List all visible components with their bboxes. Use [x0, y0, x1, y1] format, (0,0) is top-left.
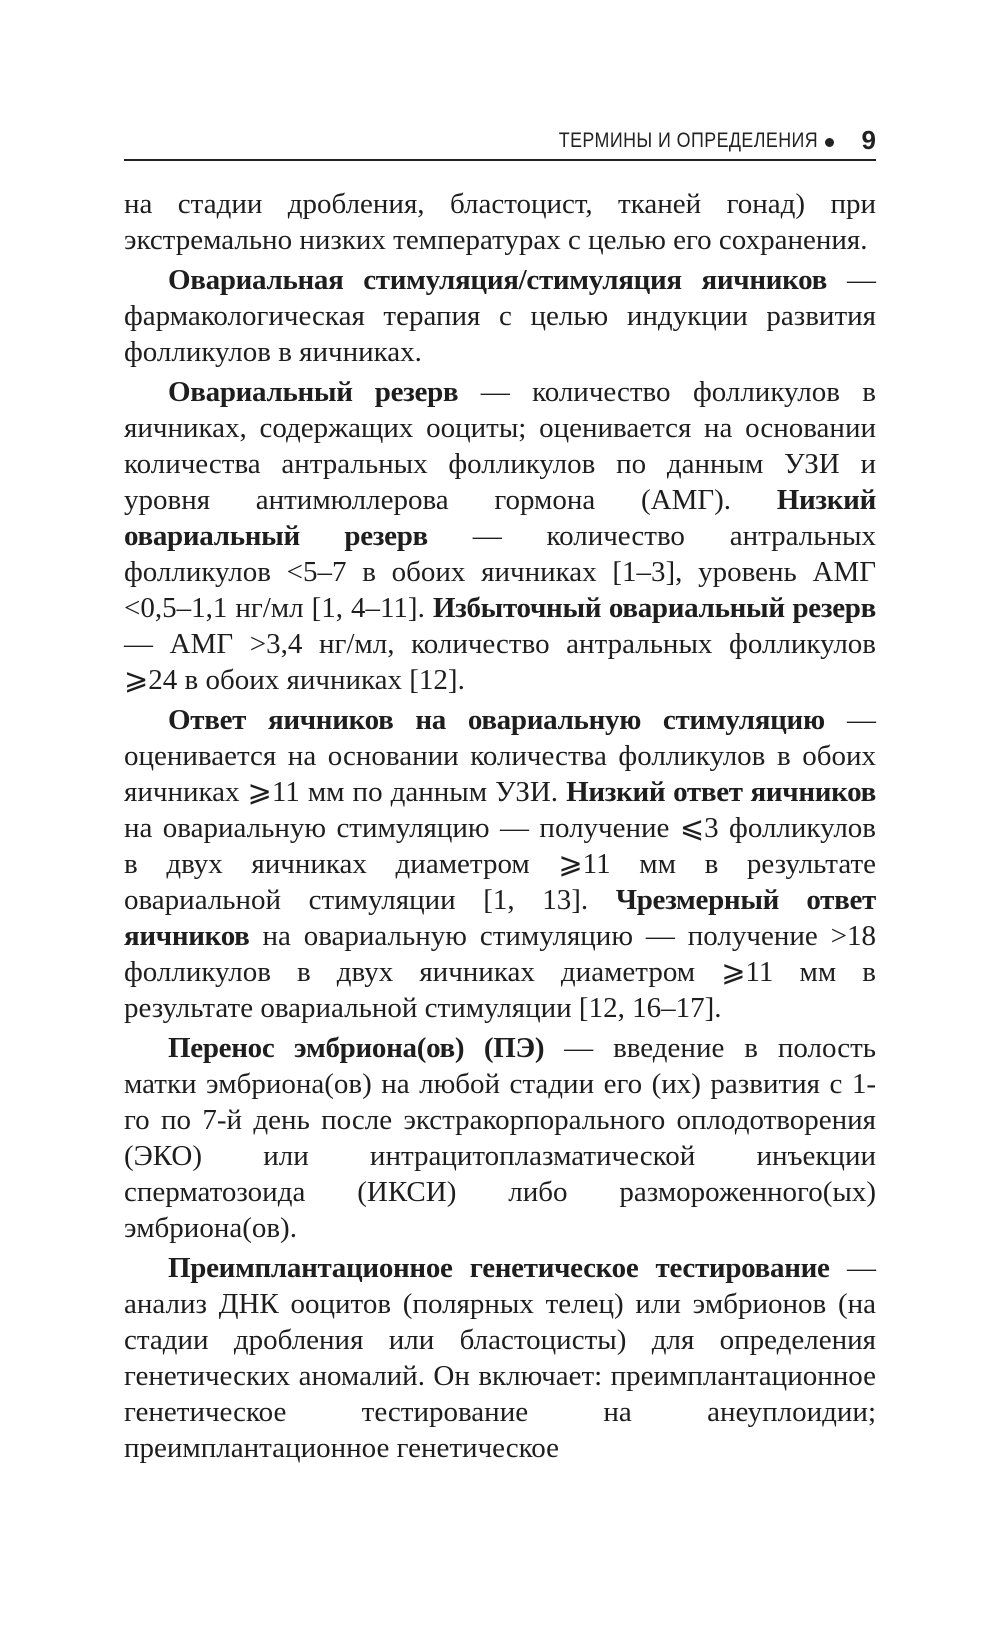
text-run: на овариальную стимуляцию — получение >18 фолликулов в двух яичниках диаметром ⩾11 мм в результате овариальной стимуляции [12, 16–17].: [124, 920, 876, 1024]
paragraph: [124, 1250, 876, 1466]
term-heading: Избыточный овариальный резерв: [432, 592, 876, 624]
term-heading: Перенос эмбриона(ов) (ПЭ): [168, 1032, 545, 1064]
paragraph: [124, 262, 876, 370]
paragraph: [124, 1030, 876, 1246]
body-text: [124, 186, 876, 1466]
text-run: — оценивается на основании количества фолликулов в обоих яичниках ⩾11 мм по данным УЗИ.: [124, 704, 876, 808]
header-title: ТЕРМИНЫ И ОПРЕДЕЛЕНИЯ: [558, 129, 818, 152]
term-heading: Низкий овариальный резерв: [124, 484, 876, 552]
bullet-dot-icon: [825, 138, 834, 147]
page-number: 9: [861, 125, 876, 155]
text-run: — количество фолликулов в яичниках, содержащих ооциты; оценивается на основании количества антральных фолликулов по данным УЗИ и уровня антимюллерова гормона (АМГ).: [124, 376, 876, 516]
text-run: на стадии дробления, бластоцист, тканей гонад) при экстремально низких температурах с целью его сохранения.: [124, 188, 876, 256]
text-run: — фармакологическая терапия с целью индукции развития фолликулов в яичниках.: [124, 264, 876, 368]
term-heading: Низкий ответ яичников: [566, 776, 877, 808]
paragraph: [124, 186, 876, 258]
text-run: — количество антральных фолликулов <5–7 в обоих яичниках [1–3], уровень АМГ <0,5–1,1 нг/мл [1, 4–11].: [124, 520, 876, 624]
paragraph: [124, 702, 876, 1026]
text-run: — АМГ >3,4 нг/мл, количество антральных фолликулов ⩾24 в обоих яичниках [12].: [124, 628, 876, 696]
text-run: — введение в полость матки эмбриона(ов) на любой стадии его (их) развития с 1-го по 7-й день после экстракорпорального оплодотворения (ЭКО) или интрацитоплазматической инъекции сперматозоида (ИКСИ) либо размороженного(ых) эмбриона(ов).: [124, 1032, 876, 1244]
paragraph: [124, 374, 876, 698]
text-run: — анализ ДНК ооцитов (полярных телец) или эмбрионов (на стадии дробления или бластоцисты) для определения генетических аномалий. Он включает: преимплантационное генетическое тестирование на анеуплоидии; преимплантационное генетическое: [124, 1252, 877, 1464]
term-heading: Овариальный резерв: [168, 376, 459, 408]
running-header: [124, 127, 876, 161]
term-heading: Преимплантационное генетическое тестирование: [168, 1252, 830, 1284]
term-heading: Ответ яичников на овариальную стимуляцию: [168, 704, 825, 736]
term-heading: Чрезмерный ответ яичников: [124, 884, 876, 952]
term-heading: Овариальная стимуляция/стимуляция яичников: [168, 264, 828, 296]
text-run: на овариальную стимуляцию — получение ⩽3 фолликулов в двух яичниках диаметром ⩾11 мм в результате овариальной стимуляции [1, 13].: [124, 812, 876, 916]
